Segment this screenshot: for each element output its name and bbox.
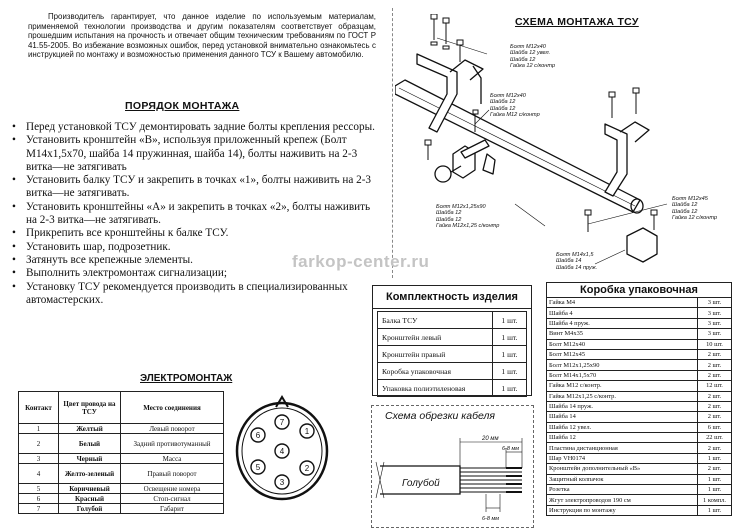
table-row: [547, 485, 732, 495]
item-name: Гайка М12х1,25 с/контр.: [547, 391, 698, 401]
place-cell: Правый поворот: [121, 464, 224, 484]
item-name: Шайба 14: [547, 412, 698, 422]
table-row: [547, 370, 732, 380]
item-qty: 2 шт.: [698, 464, 732, 474]
item-name: Балка ТСУ: [378, 312, 493, 329]
fastener-label: Болт М12х45: [672, 196, 708, 202]
col-header: Цвет провода на ТСУ: [59, 392, 121, 424]
table-row: [547, 381, 732, 391]
fastener-label: Шайба 12: [672, 202, 698, 209]
bolt-icon: [633, 88, 639, 114]
table-row: [19, 454, 224, 464]
table-row: [378, 363, 527, 380]
socket-pin: [251, 460, 265, 474]
table-row: [19, 434, 224, 454]
table-row: [547, 495, 732, 505]
table-row: [547, 464, 732, 474]
col-header: Контакт: [19, 392, 59, 424]
svg-text:6: 6: [255, 431, 261, 440]
socket-pin: [275, 415, 289, 429]
fastener-label: Шайба 14 пруж.: [556, 264, 598, 271]
place-cell: Масса: [121, 454, 224, 464]
wire-color-label: Голубой: [402, 478, 440, 489]
fastener-label-group: [436, 204, 499, 230]
svg-text:4: 4: [279, 447, 285, 456]
table-row: [19, 464, 224, 484]
table-row: [19, 424, 224, 434]
fastener-label: Гайка 12 с/контр: [510, 63, 556, 70]
item-qty: 1 шт.: [698, 453, 732, 463]
bracket-b: [627, 228, 657, 262]
watermark: farkop-center.ru: [292, 252, 430, 271]
table-row: [547, 339, 732, 349]
svg-text:3: 3: [279, 478, 285, 487]
item-qty: 1 шт.: [493, 346, 527, 363]
svg-text:2: 2: [304, 464, 310, 473]
step-item: • Установку ТСУ рекомендуется производить в специализированных автомастерских.: [10, 281, 378, 308]
contact-cell: 7: [19, 504, 59, 514]
item-qty: 2 шт.: [698, 360, 732, 370]
place-cell: Стоп-сигнал: [121, 494, 224, 504]
item-name: Розетка: [547, 485, 698, 495]
box-title: Коробка упаковочная: [546, 282, 732, 298]
fastener-label: Болт М12х40: [510, 44, 546, 50]
item-name: Гайка М12 с/контр.: [547, 381, 698, 391]
step-item: • Затянуть все крепежные элементы.: [10, 254, 378, 267]
col-header: Место соединения: [121, 392, 224, 424]
item-name: Шайба 12: [547, 433, 698, 443]
box-table: [546, 297, 732, 516]
table-row: [547, 401, 732, 411]
place-cell: Задний противотуманный: [121, 434, 224, 454]
dim-total-label: 20 мм: [482, 436, 499, 442]
table-row: [547, 453, 732, 463]
item-qty: 3 шт.: [698, 308, 732, 318]
item-qty: 2 шт.: [698, 391, 732, 401]
table-row: [547, 412, 732, 422]
fastener-label: Гайка 12 с/контр: [672, 215, 718, 222]
kit-title: Комплектность изделия: [373, 286, 531, 309]
contact-cell: 2: [19, 434, 59, 454]
electro-header-row: [19, 392, 224, 424]
table-row: [378, 380, 527, 397]
item-qty: 10 шт.: [698, 339, 732, 349]
table-row: [547, 308, 732, 318]
item-qty: 1 компл.: [698, 495, 732, 505]
item-name: Жгут электропроводов 190 см: [547, 495, 698, 505]
color-cell: Желтый: [59, 424, 121, 434]
fastener-label-group: [556, 252, 597, 271]
table-row: [547, 349, 732, 359]
item-name: Болт М14х1,5х70: [547, 370, 698, 380]
fastener-label: Шайба 12: [436, 216, 462, 223]
cut-title: Схема обрезки кабеля: [385, 410, 496, 422]
fastener-label: Шайба 14: [556, 258, 582, 265]
color-cell: Голубой: [59, 504, 121, 514]
leader-line: [595, 250, 625, 264]
step-item: • Установить кронштейны «А» и закрепить в точках «2», болты наживить на 2-3 витка—не затягивать.: [10, 201, 378, 228]
item-qty: 6 шт.: [698, 422, 732, 432]
item-qty: 12 шт.: [698, 381, 732, 391]
item-qty: 1 шт.: [493, 380, 527, 397]
bolt-icon: [609, 92, 615, 118]
socket-pin: [300, 461, 314, 475]
item-qty: 3 шт.: [698, 298, 732, 308]
intro-text: Производитель гарантирует, что данное изделие по используемым материалам, применяемой технологии производства и другим показателям соответствует образцам, прошедшим испытания на прочность и отвечает общим техническим требованиям по ГОСТ Р 41.55-2005. Во избежание возможных ошибок, перед установкой внимательно ознакомьтесь с инструкцией по монтажу и возможностью применения данного ТСУ к Вашему автомобилю.: [28, 12, 376, 60]
bolt-icon: [457, 40, 463, 62]
fastener-label: Шайба 12: [490, 99, 516, 106]
fastener-label: Шайба 12 увел.: [510, 50, 551, 57]
table-row: [547, 474, 732, 484]
item-qty: 1 шт.: [698, 505, 732, 515]
item-qty: 1 шт.: [698, 474, 732, 484]
socket-pin: [275, 475, 289, 489]
item-name: Защитный колпачок: [547, 474, 698, 484]
item-name: Гайка М4: [547, 298, 698, 308]
dim-inner-label: 6-8 мм: [502, 446, 520, 452]
item-name: Болт М12х45: [547, 349, 698, 359]
table-row: [19, 484, 224, 494]
item-qty: 1 шт.: [493, 329, 527, 346]
svg-text:7: 7: [279, 418, 285, 427]
steps-list: [10, 121, 378, 307]
item-name: Упаковка полиэтиленовая: [378, 380, 493, 397]
step-item: • Прикрепить все кронштейны к балке ТСУ.: [10, 227, 378, 240]
fastener-label-group: [490, 93, 540, 119]
item-qty: 1 шт.: [493, 363, 527, 380]
table-row: [547, 318, 732, 328]
place-cell: Левый поворот: [121, 424, 224, 434]
item-name: Кронштейн дополнительный «В»: [547, 464, 698, 474]
item-qty: 2 шт.: [698, 443, 732, 453]
fastener-label: Шайба 12: [436, 210, 462, 217]
kit-panel: [372, 285, 532, 396]
socket-diagram: [232, 395, 332, 503]
bolt-icon: [431, 14, 437, 45]
table-row: [378, 329, 527, 346]
scheme-title: СХЕМА МОНТАЖА ТСУ: [515, 16, 639, 28]
item-name: Шайба 14 пруж.: [547, 401, 698, 411]
right-bracket: [605, 122, 649, 196]
order-title: ПОРЯДОК МОНТАЖА: [125, 100, 240, 112]
table-row: [547, 298, 732, 308]
step-item: • Выполнить электромонтаж сигнализации;: [10, 267, 378, 280]
table-row: [378, 312, 527, 329]
item-qty: 3 шт.: [698, 329, 732, 339]
item-qty: 1 шт.: [493, 312, 527, 329]
mounting-drawing: [395, 14, 747, 280]
svg-text:5: 5: [255, 463, 261, 472]
fastener-label: Шайба 12: [490, 105, 516, 112]
fastener-label: Шайба 12: [510, 56, 536, 63]
socket-pin: [275, 444, 289, 458]
step-item: • Установить балку ТСУ и закрепить в точках «1», болты наживить на 2-3 витка—не затягивать.: [10, 174, 378, 201]
contact-cell: 4: [19, 464, 59, 484]
fastener-label: Болт М12х1,25х90: [436, 204, 486, 210]
table-row: [547, 443, 732, 453]
item-name: Кронштейн правый: [378, 346, 493, 363]
item-name: Кронштейн левый: [378, 329, 493, 346]
color-cell: Красный: [59, 494, 121, 504]
item-name: Болт М12х40: [547, 339, 698, 349]
item-name: Винт М4х35: [547, 329, 698, 339]
bolt-icon: [651, 210, 657, 230]
dim-bottom-label: 6-8 мм: [482, 516, 500, 522]
fastener-label-group: [510, 44, 555, 70]
socket-pin: [300, 424, 314, 438]
table-row: [547, 422, 732, 432]
color-cell: Белый: [59, 434, 121, 454]
leader-line: [515, 204, 545, 226]
item-name: Шайба 4 пруж.: [547, 318, 698, 328]
socket-pin: [251, 428, 265, 442]
item-name: Шайба 4: [547, 308, 698, 318]
item-qty: 2 шт.: [698, 401, 732, 411]
cable-wires: [460, 468, 522, 492]
table-row: [547, 360, 732, 370]
electro-table: [18, 391, 224, 514]
fastener-label: Болт М12х40: [490, 93, 526, 99]
item-qty: 2 шт.: [698, 370, 732, 380]
item-qty: 22 шт.: [698, 433, 732, 443]
bolt-icon: [443, 18, 449, 49]
place-cell: Габарит: [121, 504, 224, 514]
fastener-label: Болт М14х1,5: [556, 252, 594, 258]
item-qty: 3 шт.: [698, 318, 732, 328]
item-qty: 2 шт.: [698, 412, 732, 422]
table-row: [19, 494, 224, 504]
bolt-icon: [585, 210, 591, 232]
step-item: • Установить кронштейн «В», используя приложенный крепеж (Болт М14х1,5х70, шайба 14 пружинная, шайба 14), болты наживить на 2-3 витка—не затягивать: [10, 134, 378, 174]
item-name: Шайба 12 увел.: [547, 422, 698, 432]
table-row: [547, 433, 732, 443]
fastener-label: Гайка М12 с/контр: [490, 112, 540, 119]
table-row: [547, 391, 732, 401]
svg-text:1: 1: [304, 427, 310, 436]
place-cell: Освещение номера: [121, 484, 224, 494]
item-qty: 2 шт.: [698, 349, 732, 359]
item-name: Шар VН0174: [547, 453, 698, 463]
table-row: [19, 504, 224, 514]
fastener-label-group: [672, 196, 717, 222]
table-row: [547, 505, 732, 515]
bolt-icon: [425, 140, 431, 160]
color-cell: Желто-зеленый: [59, 464, 121, 484]
contact-cell: 6: [19, 494, 59, 504]
contact-cell: 1: [19, 424, 59, 434]
item-name: Коробка упаковочная: [378, 363, 493, 380]
step-item: • Перед установкой ТСУ демонтировать задние болты крепления рессоры.: [10, 121, 378, 134]
step-item: • Установить шар, подрозетник.: [10, 241, 378, 254]
item-name: Пластина дистанционная: [547, 443, 698, 453]
fastener-label: Гайка М12х1,25 с/контр: [436, 223, 500, 230]
table-row: [547, 329, 732, 339]
item-name: Болт М12х1,25х90: [547, 360, 698, 370]
fastener-label: Шайба 12: [672, 208, 698, 215]
item-name: Инструкция по монтажу: [547, 505, 698, 515]
kit-table: [377, 311, 527, 397]
color-cell: Черный: [59, 454, 121, 464]
column-divider: [392, 8, 393, 278]
table-row: [378, 346, 527, 363]
color-cell: Коричневый: [59, 484, 121, 494]
electro-title: ЭЛЕКТРОМОНТАЖ: [140, 373, 233, 384]
contact-cell: 5: [19, 484, 59, 494]
item-qty: 1 шт.: [698, 485, 732, 495]
cable-cut-diagram: [374, 428, 532, 526]
contact-cell: 3: [19, 454, 59, 464]
